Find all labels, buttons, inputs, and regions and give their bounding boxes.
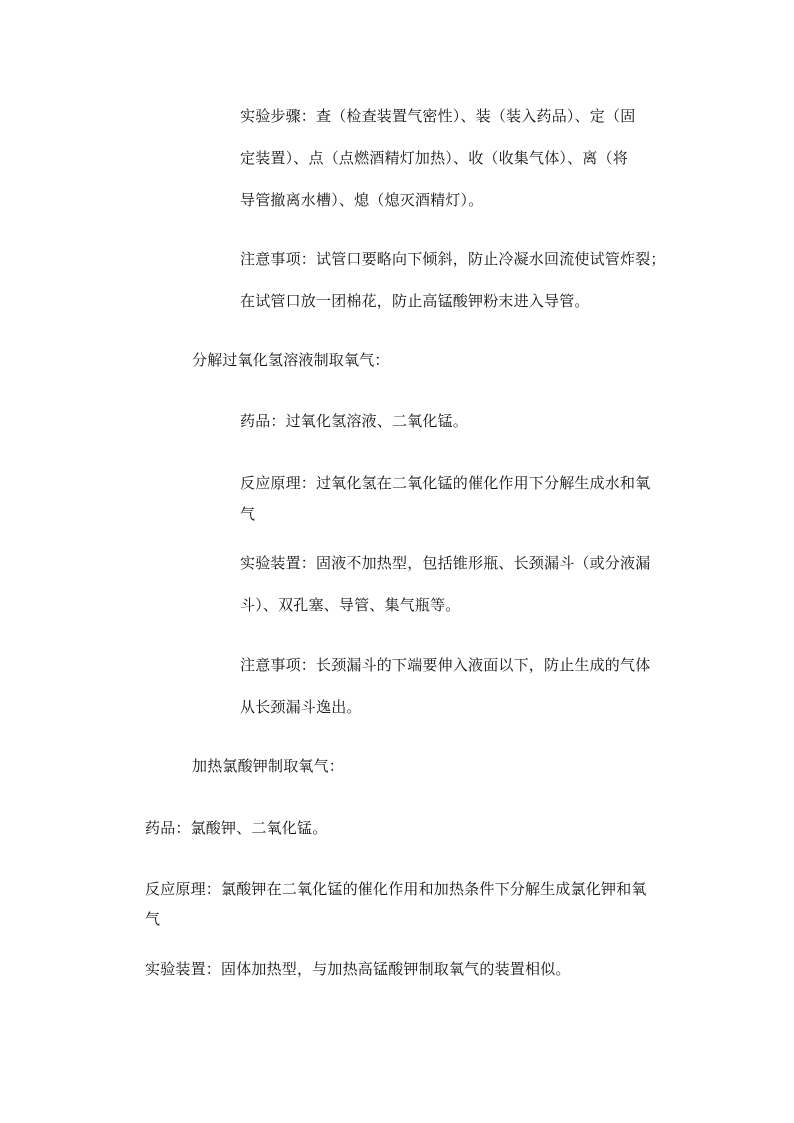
text-line: 气 (240, 505, 256, 523)
text-line: 实验装置：固液不加热型，包括锥形瓶、长颈漏斗（或分液漏 (240, 554, 651, 572)
text-line: 在试管口放一团棉花，防止高锰酸钾粉末进入导管。 (240, 292, 590, 310)
text-line: 斗）、双孔塞、导管、集气瓶等。 (240, 596, 461, 614)
section-heading: 加热氯酸钾制取氧气： (192, 757, 345, 775)
text-line: 反应原理：氯酸钾在二氧化锰的催化作用和加热条件下分解生成氯化钾和氧 (145, 880, 647, 898)
text-line: 气 (145, 910, 161, 928)
text-line: 实验步骤：查（检查装置气密性）、装（装入药品）、定（固 (240, 107, 636, 125)
text-line: 从长颈漏斗逸出。 (240, 698, 362, 716)
text-line: 药品：氯酸钾、二氧化锰。 (145, 819, 328, 837)
text-line: 定装置）、点（点燃酒精灯加热）、收（收集气体）、离（将 (240, 149, 628, 167)
section-heading: 分解过氧化氢溶液制取氧气： (192, 351, 390, 369)
text-line: 药品：过氧化氢溶液、二氧化锰。 (240, 412, 469, 430)
text-line: 实验装置：固体加热型，与加热高锰酸钾制取氧气的装置相似。 (145, 960, 571, 978)
text-line: 注意事项：试管口要略向下倾斜，防止冷凝水回流使试管炸裂； (240, 250, 666, 268)
text-line: 导管撤离水槽）、熄（熄灭酒精灯）。 (240, 191, 484, 209)
text-line: 反应原理：过氧化氢在二氧化锰的催化作用下分解生成水和氧 (240, 474, 651, 492)
text-line: 注意事项：长颈漏斗的下端要伸入液面以下，防止生成的气体 (240, 656, 651, 674)
